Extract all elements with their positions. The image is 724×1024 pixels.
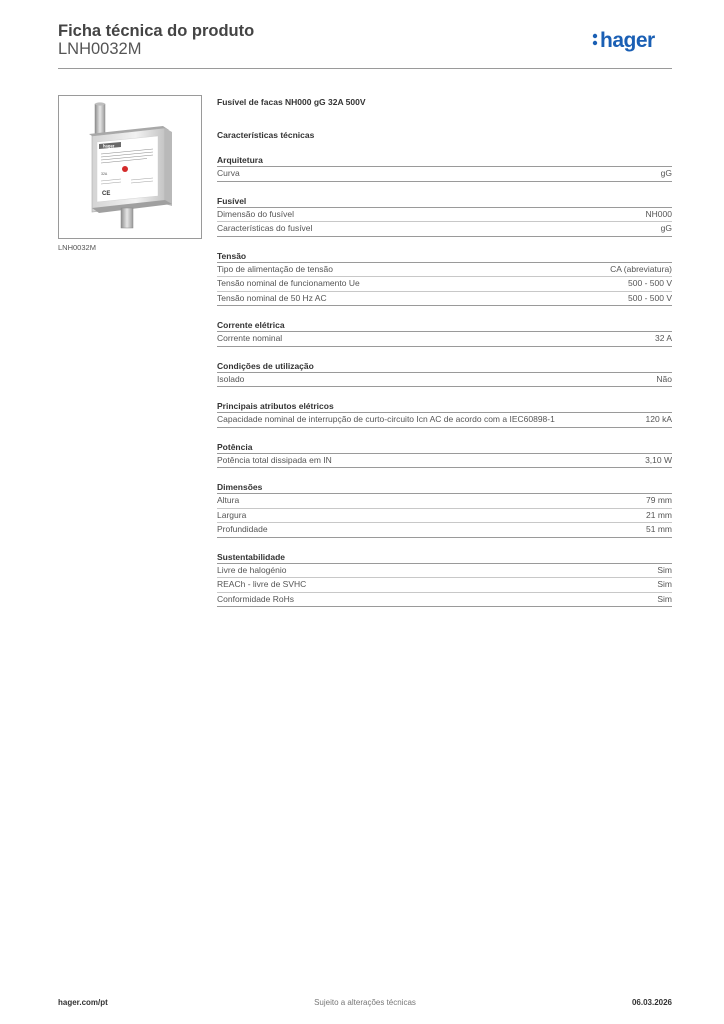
- section-title: Dimensões: [217, 481, 672, 494]
- spec-section: [217, 481, 672, 538]
- svg-text:32A: 32A: [101, 172, 108, 176]
- spec-sheet: [217, 96, 672, 607]
- product-description: Fusível de facas NH000 gG 32A 500V: [217, 97, 366, 107]
- spec-row: [217, 454, 672, 469]
- spec-row: [217, 578, 672, 593]
- spec-value: 32 A: [654, 333, 672, 343]
- spec-section: [217, 551, 672, 608]
- spec-value: 3,10 W: [645, 454, 672, 465]
- spec-label: Potência total dissipada em IN: [217, 454, 332, 465]
- spec-label: Características do fusível: [217, 223, 313, 233]
- spec-label: Capacidade nominal de interrupção de curto-circuito Icn AC de acordo com a IEC60898-1: [217, 414, 555, 424]
- spec-row: [217, 509, 672, 524]
- spec-label: Tensão nominal de 50 Hz AC: [217, 292, 327, 303]
- spec-section: [217, 195, 672, 237]
- ce-mark-icon: CE: [102, 191, 111, 197]
- spec-section: [217, 400, 672, 428]
- spec-value: 120 kA: [645, 414, 672, 424]
- spec-label: Livre de halogénio: [217, 564, 287, 575]
- product-code: LNH0032M: [58, 40, 142, 58]
- section-title: Principais atributos elétricos: [217, 400, 672, 413]
- spec-value: Sim: [657, 564, 672, 575]
- spec-value: 500 - 500 V: [628, 292, 672, 303]
- section-title: Sustentabilidade: [217, 551, 672, 564]
- page-title: Ficha técnica do produto: [58, 22, 255, 40]
- spec-row: [217, 222, 672, 237]
- footer-date: 06.03.2026: [631, 998, 672, 1007]
- spec-row: [217, 523, 672, 538]
- spec-label: Curva: [217, 168, 240, 178]
- spec-row: [217, 167, 672, 182]
- spec-label: Corrente nominal: [217, 333, 283, 343]
- spec-value: Sim: [657, 593, 672, 604]
- spec-section: [217, 319, 672, 347]
- spec-section: [217, 360, 672, 388]
- section-title: Tensão: [217, 250, 672, 263]
- fuse-indicator-icon: [122, 166, 128, 172]
- spec-label: Profundidade: [217, 524, 268, 534]
- section-title: Arquitetura: [217, 154, 672, 167]
- spec-row: [217, 332, 672, 347]
- spec-value: 500 - 500 V: [628, 278, 672, 288]
- spec-sections: [217, 154, 672, 607]
- spec-label: Conformidade RoHs: [217, 593, 295, 604]
- section-title: Fusível: [217, 195, 672, 208]
- svg-text:hager: hager: [600, 29, 655, 52]
- hager-logo: [592, 27, 672, 53]
- spec-row: [217, 263, 672, 278]
- spec-value: Sim: [657, 579, 672, 589]
- spec-value: NH000: [645, 208, 672, 219]
- spec-section: [217, 250, 672, 307]
- section-title: Condições de utilização: [217, 360, 672, 373]
- product-image: [58, 95, 202, 239]
- page-footer: [58, 998, 672, 1010]
- spec-label: REACh - livre de SVHC: [217, 579, 307, 589]
- spec-row: [217, 593, 672, 608]
- spec-row: [217, 277, 672, 292]
- tech-heading: Características técnicas: [217, 130, 315, 140]
- spec-value: 21 mm: [646, 509, 672, 520]
- spec-value: gG: [660, 223, 672, 233]
- spec-label: Tensão nominal de funcionamento Ue: [217, 278, 360, 288]
- spec-value: 79 mm: [646, 495, 672, 505]
- page-header: [58, 20, 672, 69]
- footer-notice: Sujeito a alterações técnicas: [314, 998, 416, 1007]
- spec-row: [217, 564, 672, 579]
- spec-value: 51 mm: [646, 524, 672, 534]
- fuse-illustration: [59, 96, 201, 238]
- spec-value: gG: [660, 168, 672, 178]
- section-title: Corrente elétrica: [217, 319, 672, 332]
- spec-label: Isolado: [217, 373, 245, 384]
- section-title: Potência: [217, 441, 672, 454]
- spec-value: CA (abreviatura): [610, 263, 672, 274]
- spec-section: [217, 441, 672, 469]
- spec-label: Dimensão do fusível: [217, 208, 295, 219]
- spec-row: [217, 413, 672, 428]
- spec-label: Largura: [217, 509, 247, 520]
- image-caption: LNH0032M: [58, 243, 96, 252]
- spec-row: [217, 208, 672, 223]
- fuse-brand-text: hager: [103, 143, 115, 149]
- spec-section: [217, 154, 672, 182]
- footer-website: hager.com/pt: [58, 998, 108, 1007]
- spec-row: [217, 373, 672, 388]
- spec-label: Tipo de alimentação de tensão: [217, 263, 333, 274]
- spec-row: [217, 494, 672, 509]
- spec-label: Altura: [217, 495, 240, 505]
- spec-value: Não: [656, 373, 672, 384]
- spec-row: [217, 292, 672, 307]
